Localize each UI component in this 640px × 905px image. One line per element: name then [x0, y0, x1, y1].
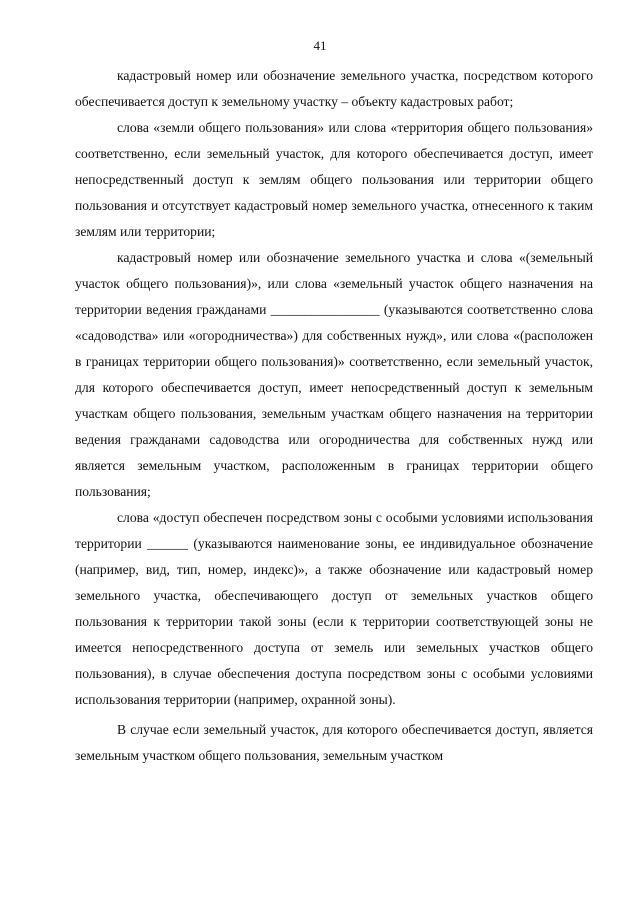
paragraph-public-lands: слова «земли общего пользования» или слова «территория общего пользования» соответственно, если земельный участок, для которого обеспечивается доступ, имеет непосредственный доступ к землям общего пользования или территории общего пользования и отсутствует кадастровый номер земельного участка, отнесенного к таким землям или территории;: [75, 120, 593, 239]
paragraph-common-use-plot: кадастровый номер или обозначение земельного участка и слова «(земельный участок общего пользования)», или слова «земельный участок общего назначения на территории ведения гражданами ________________ (указываются соответственно слова «садоводства» или «огородничества») для собственных нужд», или слова «(расположен в границах территории общего пользования)» соответственно, если земельный участок, для которого обеспечивается доступ, имеет непосредственный доступ к земельным участкам общего пользования, земельным участкам общего назначения на территории ведения гражданами садоводства или огородничества для собственных нужд или является земельным участком, расположенным в границах территории общего пользования;: [75, 250, 593, 499]
paragraph-special-zone: слова «доступ обеспечен посредством зоны с особыми условиями использования территории ______ (указываются наименование зоны, ее индивидуальное обозначение (например, вид, тип, номер, индекс)», а также обозначение или кадастровый номер земельного участка, обеспечивающего доступ от земельных участков общего пользования к территории такой зоны (если к территории соответствующей зоны не имеется непосредственного доступа от земель или земельных участков общего пользования), в случае обеспечения доступа посредством зоны с особыми условиями использования территории (например, охранной зоны).: [75, 510, 593, 707]
document-body: [75, 63, 593, 769]
paragraph-cadastral-number: кадастровый номер или обозначение земельного участка, посредством которого обеспечивается доступ к земельному участку – объекту кадастровых работ;: [75, 68, 593, 109]
page-number: 41: [313, 38, 327, 53]
paragraph-common-use-case: В случае если земельный участок, для которого обеспечивается доступ, является земельным участком общего пользования, земельным участком: [75, 722, 593, 763]
